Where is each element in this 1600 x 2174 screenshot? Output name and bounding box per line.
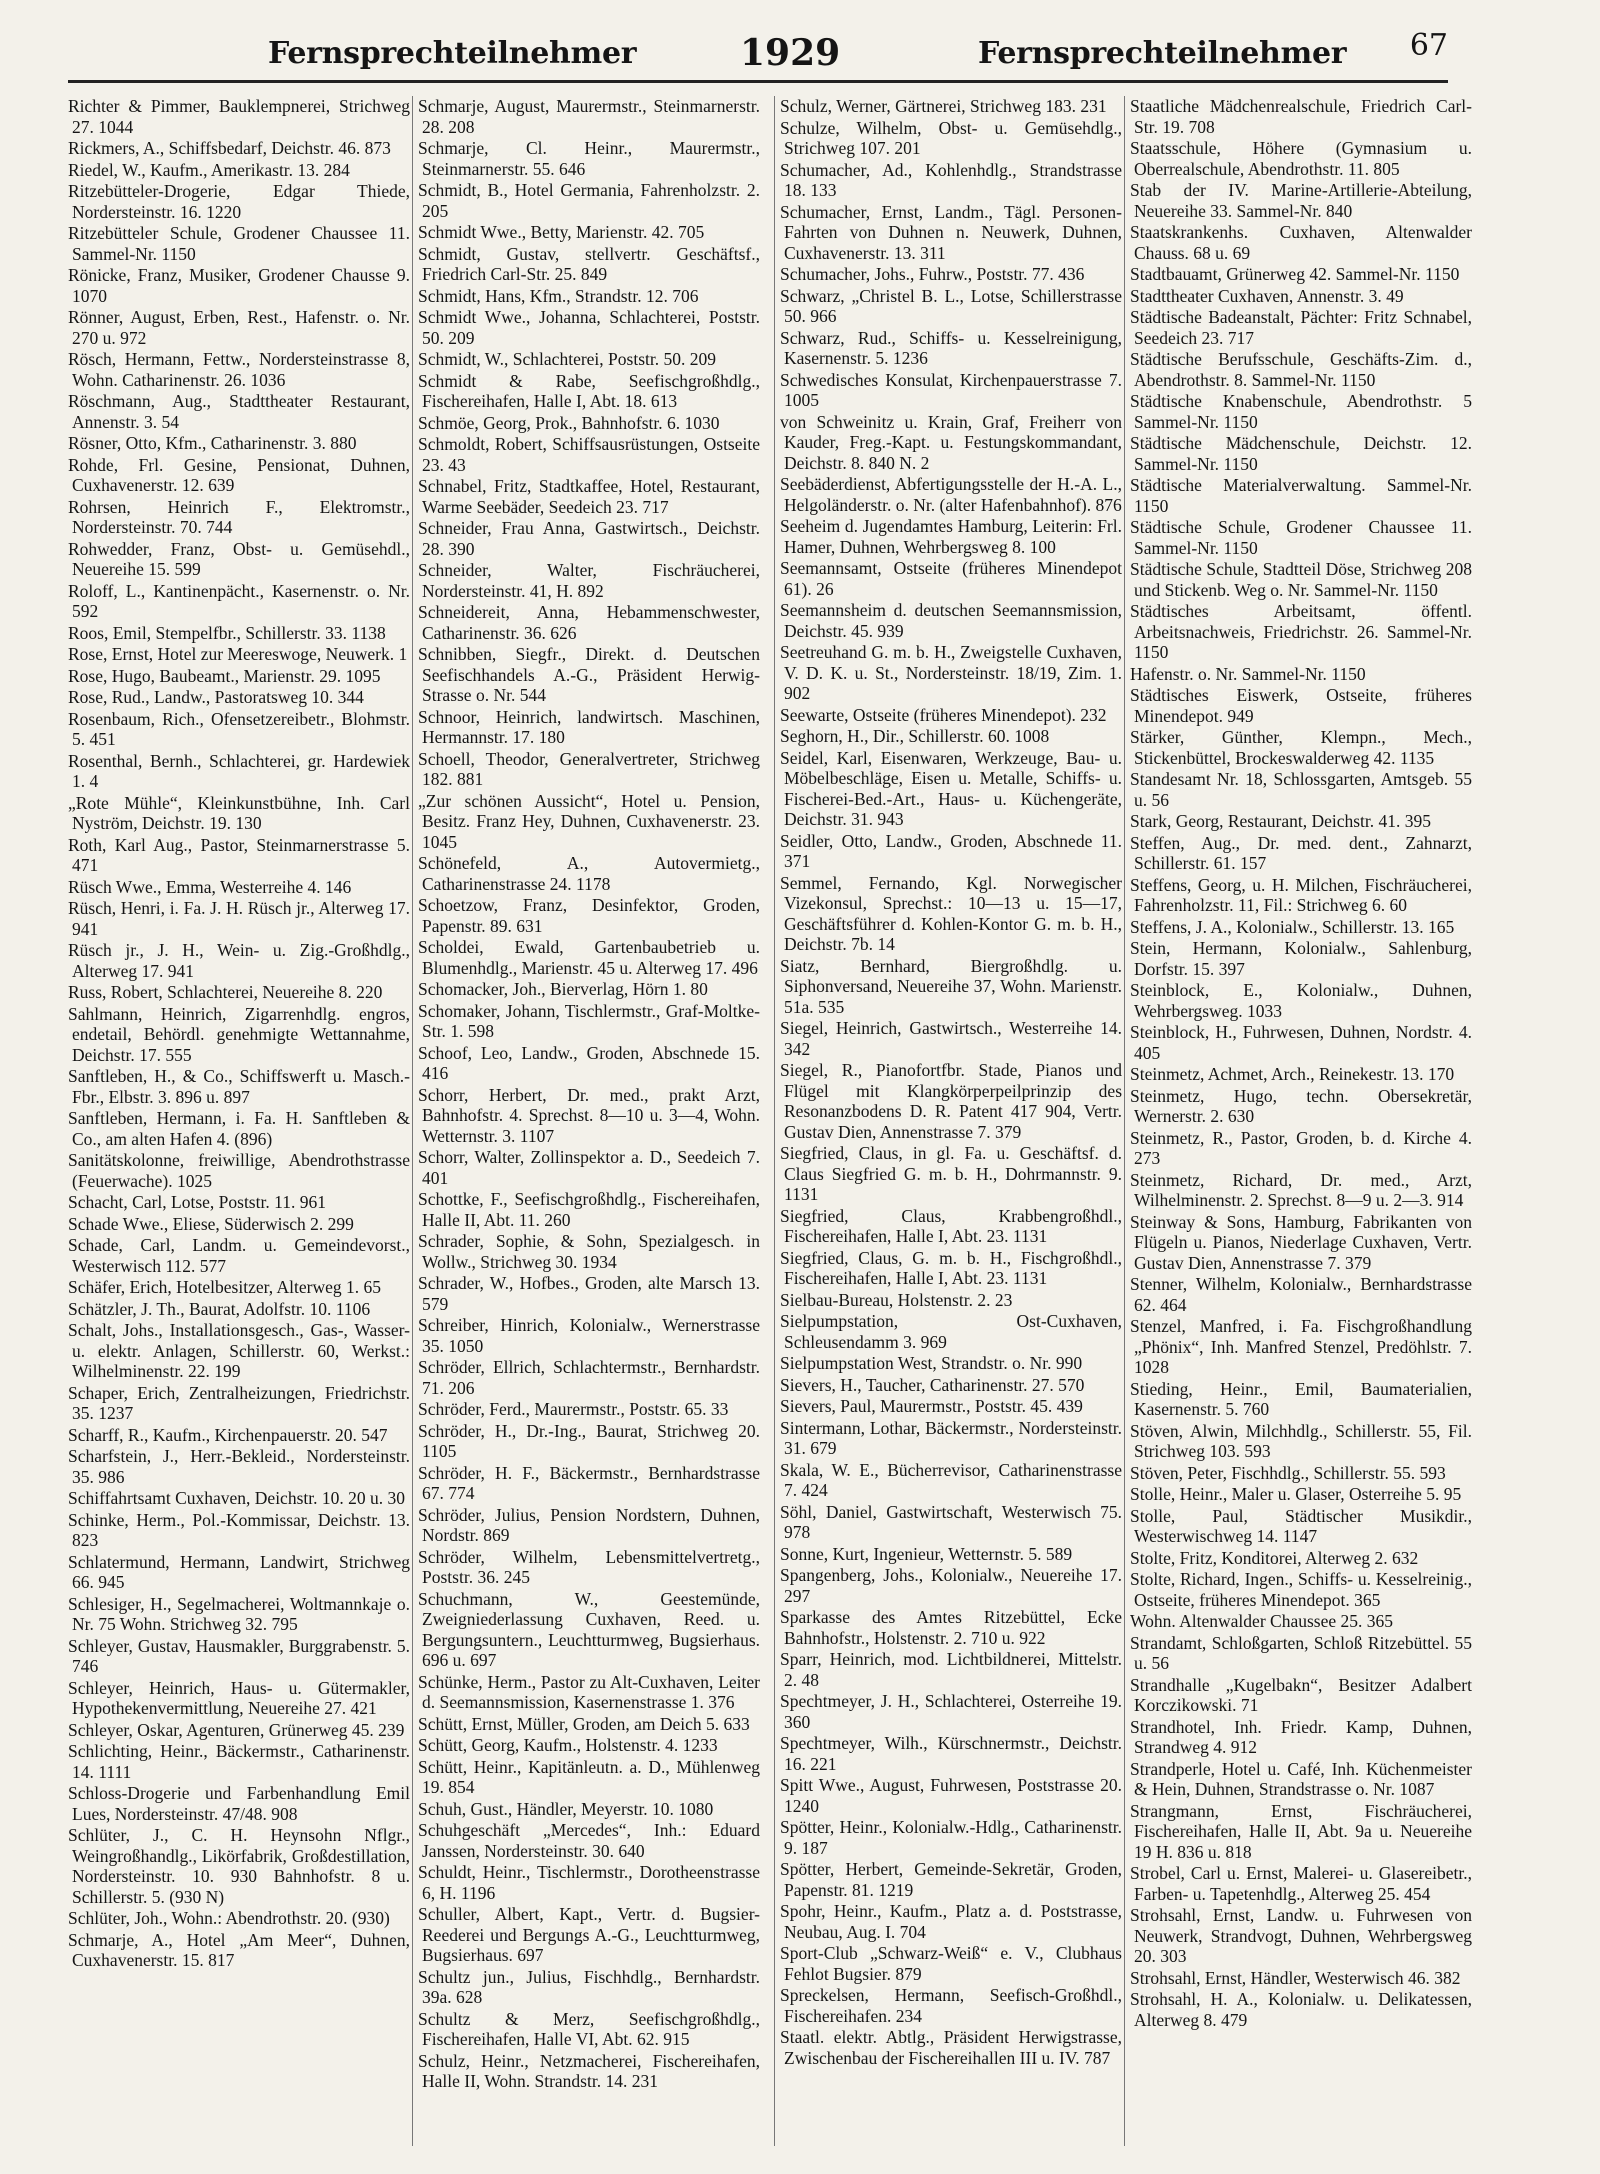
listing-entry: Stolte, Fritz, Konditorei, Alterweg 2. 632	[1130, 1547, 1419, 1568]
listing-entry: Städtische Schule, Stadtteil Döse, Strichweg 208 und Stickenb. Weg o. Nr. Sammel-Nr. 1150	[1130, 559, 1472, 600]
listing-entry: von Schweinitz u. Krain, Graf, Freiherr von Kauder, Freg.-Kapt. u. Festungskommandant, Deichstr. 8. 840 N. 2	[780, 411, 1122, 473]
listing-entry: Schmidt, W., Schlachterei, Poststr. 50. 209	[418, 349, 716, 369]
listing-entry: Rohrsen, Heinrich F., Elektromstr., Nordersteinstr. 70. 744	[68, 496, 410, 537]
listing-entry: Schütt, Georg, Kaufm., Holstenstr. 4. 1233	[418, 1735, 718, 1755]
listing-entry: Siegel, R., Pianofortfbr. Stade, Pianos und Flügel mit Klangkörperpeilprinzip des Resonanzbodens D. R. Patent 417 904, Vertr. Gustav Dien, Annenstrasse 7. 379	[780, 1060, 1122, 1142]
listing-entry: Schnabel, Fritz, Stadtkaffee, Hotel, Restaurant, Warme Seebäder, Seedeich 23. 717	[418, 476, 760, 517]
listing-entry: Sport-Club „Schwarz-Weiß“ e. V., Clubhaus Fehlot Bugsier. 879	[780, 1943, 1122, 1984]
listing-entry: Schuller, Albert, Kapt., Vertr. d. Bugsier-Reederei und Bergungs A.-G., Leuchtturmweg, Bugsierhaus. 697	[418, 1904, 760, 1965]
listing-entry: Schrader, W., Hofbes., Groden, alte Marsch 13. 579	[418, 1273, 760, 1314]
listing-entry: Rosenthal, Bernh., Schlachterei, gr. Hardewiek 1. 4	[68, 750, 410, 791]
listing-entry: Rohde, Frl. Gesine, Pensionat, Duhnen, Cuxhavenerstr. 12. 639	[68, 454, 410, 495]
listing-entry: Rose, Ernst, Hotel zur Meereswoge, Neuwerk. 1	[68, 644, 408, 664]
listing-entry: Stöven, Peter, Fischhdlg., Schillerstr. 55. 593	[1130, 1462, 1446, 1483]
listing-entry: Schlesiger, H., Segelmacherei, Woltmannkaje o. Nr. 75 Wohn. Strichweg 32. 795	[68, 1593, 410, 1634]
listing-entry: Schätzler, J. Th., Baurat, Adolfstr. 10. 1106	[68, 1298, 371, 1319]
column-divider	[412, 96, 413, 2146]
header-left-title: Fernsprechteilnehmer	[268, 36, 637, 71]
listing-entry: Standesamt Nr. 18, Schlossgarten, Amtsgeb. 55 u. 56	[1130, 769, 1472, 810]
column-divider	[774, 96, 775, 2146]
listing-entry: Sievers, Paul, Maurermstr., Poststr. 45. 439	[780, 1396, 1083, 1416]
listing-entry: Steffens, J. A., Kolonialw., Schillerstr. 13. 165	[1130, 916, 1455, 937]
listing-entry: Schomacker, Joh., Bierverlag, Hörn 1. 80	[418, 979, 708, 999]
listing-entry: Sielpumpstation West, Strandstr. o. Nr. 990	[780, 1353, 1083, 1373]
listing-entry: Roos, Emil, Stempelfbr., Schillerstr. 33. 1138	[68, 622, 386, 643]
listing-entry: Sintermann, Lothar, Bäckermstr., Nordersteinstr. 31. 679	[780, 1417, 1122, 1458]
listing-entry: Richter & Pimmer, Bauklempnerei, Strichweg 27. 1044	[68, 96, 410, 137]
listing-entry: Schröder, Ellrich, Schlachtermstr., Bernhardstr. 71. 206	[418, 1357, 760, 1398]
listing-entry: Sanftleben, Hermann, i. Fa. H. Sanftleben & Co., am alten Hafen 4. (896)	[68, 1108, 410, 1149]
listing-entry: Strohsahl, Ernst, Landw. u. Fuhrwesen von Neuwerk, Strandvogt, Duhnen, Wehrbergsweg 20. 303	[1130, 1905, 1472, 1966]
listing-entry: Strandhalle „Kugelbakn“, Besitzer Adalbert Korczikowski. 71	[1130, 1674, 1472, 1715]
listing-entry: Schneider, Frau Anna, Gastwirtsch., Deichstr. 28. 390	[418, 518, 760, 559]
listing-entry: Schacht, Carl, Lotse, Poststr. 11. 961	[68, 1192, 326, 1212]
listing-entry: Seemannsheim d. deutschen Seemannsmission, Deichstr. 45. 939	[780, 600, 1122, 641]
listing-entry: Spechtmeyer, Wilh., Kürschnermstr., Deichstr. 16. 221	[780, 1733, 1122, 1774]
listing-entry: Schorr, Walter, Zollinspektor a. D., Seedeich 7. 401	[418, 1147, 760, 1188]
listing-entry: Stolle, Heinr., Maler u. Glaser, Osterreihe 5. 95	[1130, 1484, 1462, 1504]
listing-entry: Schmidt Wwe., Johanna, Schlachterei, Poststr. 50. 209	[418, 307, 760, 348]
listing-entry: Sparkasse des Amtes Ritzebüttel, Ecke Bahnhofstr., Holstenstr. 2. 710 u. 922	[780, 1607, 1122, 1648]
listing-entry: Schmarje, A., Hotel „Am Meer“, Duhnen, Cuxhavenerstr. 15. 817	[68, 1929, 410, 1970]
listing-entry: Sielbau-Bureau, Holstenstr. 2. 23	[780, 1289, 1013, 1310]
listing-entry: Schröder, H., Dr.-Ing., Baurat, Strichweg 20. 1105	[418, 1420, 760, 1461]
listing-entry: Spötter, Heinr., Kolonialw.-Hdlg., Catharinenstr. 9. 187	[780, 1817, 1122, 1858]
listing-entry: Schleyer, Gustav, Hausmakler, Burggrabenstr. 5. 746	[68, 1635, 410, 1676]
listing-entry: Rose, Rud., Landw., Pastoratsweg 10. 344	[68, 687, 364, 707]
listing-entry: Sanitätskolonne, freiwillige, Abendrothstrasse (Feuerwache). 1025	[68, 1150, 410, 1191]
listing-entry: Schlichting, Heinr., Bäckermstr., Catharinenstr. 14. 1111	[68, 1741, 410, 1782]
listing-entry: Schultz jun., Julius, Fischhdlg., Bernhardstr. 39a. 628	[418, 1966, 760, 2007]
listing-entry: Rüsch Wwe., Emma, Westerreihe 4. 146	[68, 876, 352, 897]
listing-column-1	[68, 96, 410, 2156]
listing-entry: Schröder, H. F., Bäckermstr., Bernhardstrasse 67. 774	[418, 1462, 760, 1503]
listing-entry: Staatskrankenhs. Cuxhaven, Altenwalder Chauss. 68 u. 69	[1130, 222, 1472, 263]
listing-entry: Strandamt, Schloßgarten, Schloß Ritzebüttel. 55 u. 56	[1130, 1632, 1472, 1673]
listing-entry: Russ, Robert, Schlachterei, Neuereihe 8. 220	[68, 982, 383, 1002]
listing-entry: Sanftleben, H., & Co., Schiffswerft u. Masch.-Fbr., Elbstr. 3. 896 u. 897	[68, 1066, 410, 1107]
listing-entry: Ritzebütteler Schule, Grodener Chaussee 11. Sammel-Nr. 1150	[68, 223, 410, 264]
listing-entry: Schade, Carl, Landm. u. Gemeindevorst., Westerwisch 112. 577	[68, 1235, 410, 1276]
listing-entry: Schleyer, Heinrich, Haus- u. Gütermakler, Hypothekenvermittlung, Neuereihe 27. 421	[68, 1677, 410, 1718]
listing-entry: Städtische Berufsschule, Geschäfts-Zim. d., Abendrothstr. 8. Sammel-Nr. 1150	[1130, 349, 1472, 390]
listing-entry: Rönner, August, Erben, Rest., Hafenstr. o. Nr. 270 u. 972	[68, 307, 410, 348]
listing-entry: Städtisches Eiswerk, Ostseite, früheres Minendepot. 949	[1130, 685, 1472, 726]
listing-entry: Schloss-Drogerie und Farbenhandlung Emil Lues, Nordersteinstr. 47/48. 908	[68, 1783, 410, 1824]
column-divider	[1124, 96, 1125, 2146]
listing-entry: Städtische Schule, Grodener Chaussee 11. Sammel-Nr. 1150	[1130, 517, 1472, 558]
listing-entry: Spechtmeyer, J. H., Schlachterei, Osterreihe 19. 360	[780, 1691, 1122, 1732]
listing-entry: Spangenberg, Johs., Kolonialw., Neuereihe 17. 297	[780, 1565, 1122, 1606]
listing-entry: Schmidt, Gustav, stellvertr. Geschäftsf., Friedrich Carl-Str. 25. 849	[418, 243, 760, 284]
listing-entry: Schünke, Herm., Pastor zu Alt-Cuxhaven, Leiter d. Seemannsmission, Kasernenstrasse 1. 376	[418, 1671, 760, 1712]
listing-entry: Skala, W. E., Bücherrevisor, Catharinenstrasse 7. 424	[780, 1459, 1122, 1500]
listing-entry: Sonne, Kurt, Ingenieur, Wetternstr. 5. 589	[780, 1543, 1073, 1564]
listing-entry: Schumacher, Ernst, Landm., Tägl. Personen-Fahrten von Duhnen n. Neuwerk, Duhnen, Cuxhavenerstr. 13. 311	[780, 201, 1122, 263]
listing-entry: Schoell, Theodor, Generalvertreter, Strichweg 182. 881	[418, 748, 760, 789]
listing-entry: Schmidt, Hans, Kfm., Strandstr. 12. 706	[418, 285, 699, 306]
listing-entry: Seetreuhand G. m. b. H., Zweigstelle Cuxhaven, V. D. K. u. St., Nordersteinstr. 18/19, Zim. 1. 902	[780, 642, 1122, 703]
listing-entry: Schuhgeschäft „Mercedes“, Inh.: Eduard Janssen, Nordersteinstr. 30. 640	[418, 1820, 760, 1861]
listing-column-3	[780, 96, 1122, 2156]
listing-entry: Staatsschule, Höhere (Gymnasium u. Oberrealschule, Abendrothstr. 11. 805	[1130, 138, 1472, 179]
listing-entry: Hafenstr. o. Nr. Sammel-Nr. 1150	[1130, 663, 1366, 684]
listing-entry: Stein, Hermann, Kolonialw., Sahlenburg, Dorfstr. 15. 397	[1130, 938, 1472, 979]
listing-entry: Rosenbaum, Rich., Ofensetzereibetr., Blohmstr. 5. 451	[68, 708, 410, 749]
listing-entry: Schäfer, Erich, Hotelbesitzer, Alterweg 1. 65	[68, 1277, 382, 1297]
listing-entry: Steinmetz, Achmet, Arch., Reinekestr. 13. 170	[1130, 1064, 1455, 1084]
listing-entry: Schröder, Wilhelm, Lebensmittelvertretg., Poststr. 36. 245	[418, 1546, 760, 1587]
listing-entry: Strandperle, Hotel u. Café, Inh. Küchenmeister & Hein, Duhnen, Strandstrasse o. Nr. 1087	[1130, 1758, 1472, 1799]
listing-entry: Siegel, Heinrich, Gastwirtsch., Westerreihe 14. 342	[780, 1018, 1122, 1059]
listing-entry: Strohsahl, Ernst, Händler, Westerwisch 46. 382	[1130, 1967, 1461, 1988]
listing-entry: Schumacher, Ad., Kohlenhdlg., Strandstrasse 18. 133	[780, 159, 1122, 200]
listing-entry: Schrader, Sophie, & Sohn, Spezialgesch. in Wollw., Strichweg 30. 1934	[418, 1231, 760, 1272]
listing-entry: Siegfried, Claus, in gl. Fa. u. Geschäftsf. d. Claus Siegfried G. m. b. H., Dohrmannstr. 9. 1131	[780, 1143, 1122, 1204]
listing-entry: Siatz, Bernhard, Biergroßhdlg. u. Siphonversand, Neuereihe 37, Wohn. Marienstr. 51a. 535	[780, 955, 1122, 1017]
listing-entry: Schwarz, „Christel B. L., Lotse, Schillerstrasse 50. 966	[780, 285, 1122, 326]
listing-entry: Rösner, Otto, Kfm., Catharinenstr. 3. 880	[68, 433, 357, 453]
listing-entry: Schütt, Heinr., Kapitänleutn. a. D., Mühlenweg 19. 854	[418, 1756, 760, 1797]
listing-entry: Söhl, Daniel, Gastwirtschaft, Westerwisch 75. 978	[780, 1501, 1122, 1542]
listing-entry: Sahlmann, Heinrich, Zigarrenhdlg. engros, endetail, Behördl. genehmigte Wettannahme, Deichstr. 17. 555	[68, 1003, 410, 1065]
listing-entry: Schmöe, Georg, Prok., Bahnhofstr. 6. 1030	[418, 412, 720, 433]
listing-entry: Städtische Knabenschule, Abendrothstr. 5 Sammel-Nr. 1150	[1130, 391, 1472, 432]
listing-entry: Steffens, Georg, u. H. Milchen, Fischräucherei, Fahrenholzstr. 11, Fil.: Strichweg 6. 60	[1130, 874, 1472, 915]
listing-entry: Steinmetz, Richard, Dr. med., Arzt, Wilhelminenstr. 2. Sprechst. 8—9 u. 2—3. 914	[1130, 1169, 1472, 1210]
listing-entry: Schnoor, Heinrich, landwirtsch. Maschinen, Hermannstr. 17. 180	[418, 706, 760, 747]
listing-entry: Seidler, Otto, Landw., Groden, Abschnede 11. 371	[780, 830, 1122, 871]
listing-entry: Schneidereit, Anna, Hebammenschwester, Catharinenstr. 36. 626	[418, 602, 760, 643]
listing-entry: Schmidt, B., Hotel Germania, Fahrenholzstr. 2. 205	[418, 180, 760, 221]
listing-entry: Spitt Wwe., August, Fuhrwesen, Poststrasse 20. 1240	[780, 1775, 1122, 1816]
listing-entry: Schiffahrtsamt Cuxhaven, Deichstr. 10. 20 u. 30	[68, 1488, 405, 1508]
listing-entry: Scharff, R., Kaufm., Kirchenpauerstr. 20. 547	[68, 1424, 388, 1445]
listing-entry: Strobel, Carl u. Ernst, Malerei- u. Glasereibetr., Farben- u. Tapetenhdlg., Alterweg 25. 454	[1130, 1863, 1472, 1904]
listing-entry: Schwedisches Konsulat, Kirchenpauerstrasse 7. 1005	[780, 369, 1122, 410]
listing-entry: Strandhotel, Inh. Friedr. Kamp, Duhnen, Strandweg 4. 912	[1130, 1716, 1472, 1757]
listing-entry: Staatl. elektr. Abtlg., Präsident Herwigstrasse, Zwischenbau der Fischereihallen III u. IV. 787	[780, 2027, 1122, 2068]
listing-entry: Stab der IV. Marine-Artillerie-Abteilung, Neuereihe 33. Sammel-Nr. 840	[1130, 180, 1472, 221]
listing-entry: Schleyer, Oskar, Agenturen, Grünerweg 45. 239	[68, 1719, 405, 1740]
listing-entry: Schmarje, Cl. Heinr., Maurermstr., Steinmarnerstr. 55. 646	[418, 138, 760, 179]
listing-entry: Steinblock, E., Kolonialw., Duhnen, Wehrbergsweg. 1033	[1130, 980, 1472, 1021]
listing-entry: Stark, Georg, Restaurant, Deichstr. 41. 395	[1130, 811, 1432, 831]
listing-entry: Schinke, Herm., Pol.-Kommissar, Deichstr. 13. 823	[68, 1509, 410, 1550]
listing-entry: Stenzel, Manfred, i. Fa. Fischgroßhandlung „Phönix“, Inh. Manfred Stenzel, Predöhlstr. 7. 1028	[1130, 1316, 1472, 1377]
listing-entry: Seemannsamt, Ostseite (früheres Minendepot 61). 26	[780, 558, 1122, 599]
listing-entry: Rose, Hugo, Baubeamt., Marienstr. 29. 1095	[68, 665, 381, 686]
listing-entry: Schulz, Werner, Gärtnerei, Strichweg 183. 231	[780, 96, 1107, 116]
listing-entry: Semmel, Fernando, Kgl. Norwegischer Vizekonsul, Sprechst.: 10—13 u. 15—17, Geschäftsführer d. Kohlen-Kontor G. m. b. H., Deichstr. 7b. 14	[780, 872, 1122, 954]
listing-entry: Riedel, W., Kaufm., Amerikastr. 13. 284	[68, 159, 350, 180]
listing-entry: Städtische Badeanstalt, Pächter: Fritz Schnabel, Seedeich 23. 717	[1130, 307, 1472, 348]
page-number: 67	[1409, 28, 1448, 63]
listing-entry: Schade Wwe., Eliese, Süderwisch 2. 299	[68, 1213, 354, 1234]
listing-entry: Schmarje, August, Maurermstr., Steinmarnerstr. 28. 208	[418, 96, 760, 137]
listing-entry: „Rote Mühle“, Kleinkunstbühne, Inh. Carl Nyström, Deichstr. 19. 130	[68, 792, 410, 833]
listing-entry: Stieding, Heinr., Emil, Baumaterialien, Kasernenstr. 5. 760	[1130, 1378, 1472, 1419]
listing-entry: Rüsch, Henri, i. Fa. J. H. Rüsch jr., Alterweg 17. 941	[68, 898, 410, 939]
listing-entry: Siegfried, Claus, G. m. b. H., Fischgroßhdl., Fischereihafen, Halle I, Abt. 23. 1131	[780, 1247, 1122, 1288]
listing-entry: Schröder, Ferd., Maurermstr., Poststr. 65. 33	[418, 1399, 729, 1419]
listing-entry: Stolle, Paul, Städtischer Musikdir., Westerwischweg 14. 1147	[1130, 1505, 1472, 1546]
listing-entry: Sparr, Heinrich, mod. Lichtbildnerei, Mittelstr. 2. 48	[780, 1649, 1122, 1690]
listing-entry: Städtische Materialverwaltung. Sammel-Nr. 1150	[1130, 475, 1472, 516]
listing-entry: Schomaker, Johann, Tischlermstr., Graf-Moltke-Str. 1. 598	[418, 1000, 760, 1041]
listing-entry: Stenner, Wilhelm, Kolonialw., Bernhardstrasse 62. 464	[1130, 1274, 1472, 1315]
listing-entry: Schröder, Julius, Pension Nordstern, Duhnen, Nordstr. 869	[418, 1504, 760, 1545]
listing-entry: Scharfstein, J., Herr.-Bekleid., Nordersteinstr. 35. 986	[68, 1446, 410, 1487]
listing-entry: „Zur schönen Aussicht“, Hotel u. Pension, Besitz. Franz Hey, Duhnen, Cuxhavenerstr. 23. 1045	[418, 790, 760, 852]
listing-entry: Städtische Mädchenschule, Deichstr. 12. Sammel-Nr. 1150	[1130, 433, 1472, 474]
listing-entry: Ritzebütteler-Drogerie, Edgar Thiede, Nordersteinstr. 16. 1220	[68, 181, 410, 222]
listing-entry: Rohwedder, Franz, Obst- u. Gemüsehdl., Neuereihe 15. 599	[68, 538, 410, 579]
listing-entry: Schlüter, Joh., Wohn.: Abendrothstr. 20. (930)	[68, 1908, 390, 1928]
listing-entry: Schoof, Leo, Landw., Groden, Abschnede 15. 416	[418, 1042, 760, 1083]
listing-entry: Seebäderdienst, Abfertigungsstelle der H.-A. L., Helgoländerstr. o. Nr. (alter Hafenbahnhof). 876	[780, 474, 1122, 515]
listing-entry: Städtisches Arbeitsamt, öffentl. Arbeitsnachweis, Friedrichstr. 26. Sammel-Nr. 1150	[1130, 601, 1472, 662]
listing-entry: Wohn. Altenwalder Chaussee 25. 365	[1130, 1611, 1393, 1631]
listing-entry: Steinmetz, R., Pastor, Groden, b. d. Kirche 4. 273	[1130, 1127, 1472, 1168]
page-header	[68, 28, 1448, 76]
listing-entry: Schulze, Wilhelm, Obst- u. Gemüsehdlg., Strichweg 107. 201	[780, 117, 1122, 158]
listing-entry: Schlatermund, Hermann, Landwirt, Strichweg 66. 945	[68, 1551, 410, 1592]
listing-entry: Schneider, Walter, Fischräucherei, Nordersteinstr. 41, H. 892	[418, 560, 760, 601]
listing-entry: Steinblock, H., Fuhrwesen, Duhnen, Nordstr. 4. 405	[1130, 1022, 1472, 1063]
listing-entry: Schumacher, Johs., Fuhrw., Poststr. 77. 436	[780, 264, 1085, 284]
header-rule	[68, 80, 1448, 83]
header-right-title: Fernsprechteilnehmer	[978, 36, 1347, 71]
listing-entry: Rösch, Hermann, Fettw., Nordersteinstrasse 8, Wohn. Catharinenstr. 26. 1036	[68, 349, 410, 390]
listing-entry: Schuldt, Heinr., Tischlermstr., Dorotheenstrasse 6, H. 1196	[418, 1862, 760, 1903]
listing-entry: Schuh, Gust., Händler, Meyerstr. 10. 1080	[418, 1798, 714, 1819]
listing-entry: Sievers, H., Taucher, Catharinenstr. 27. 570	[780, 1374, 1085, 1395]
listing-entry: Stärker, Günther, Klempn., Mech., Stickenbüttel, Brockeswalderweg 42. 1135	[1130, 727, 1472, 768]
listing-entry: Strangmann, Ernst, Fischräucherei, Fischereihafen, Halle II, Abt. 9a u. Neuereihe 19 H. 836 u. 818	[1130, 1800, 1472, 1862]
listing-entry: Seghorn, H., Dir., Schillerstr. 60. 1008	[780, 726, 1050, 746]
listing-entry: Sielpumpstation, Ost-Cuxhaven, Schleusendamm 3. 969	[780, 1311, 1122, 1352]
listing-entry: Schönefeld, A., Autovermietg., Catharinenstrasse 24. 1178	[418, 853, 760, 894]
listing-entry: Rönicke, Franz, Musiker, Grodener Chausse 9. 1070	[68, 265, 410, 306]
header-year: 1929	[740, 32, 841, 74]
listing-entry: Rickmers, A., Schiffsbedarf, Deichstr. 46. 873	[68, 138, 391, 158]
listing-entry: Strohsahl, H. A., Kolonialw. u. Delikatessen, Alterweg 8. 479	[1130, 1989, 1472, 2030]
listing-entry: Schoetzow, Franz, Desinfektor, Groden, Papenstr. 89. 631	[418, 895, 760, 936]
listing-entry: Stöven, Alwin, Milchhdlg., Schillerstr. 55, Fil. Strichweg 103. 593	[1130, 1420, 1472, 1461]
listing-entry: Spohr, Heinr., Kaufm., Platz a. d. Poststrasse, Neubau, Aug. I. 704	[780, 1901, 1122, 1942]
listing-entry: Staatliche Mädchenrealschule, Friedrich Carl-Str. 19. 708	[1130, 96, 1472, 137]
listing-entry: Steffen, Aug., Dr. med. dent., Zahnarzt, Schillerstr. 61. 157	[1130, 832, 1472, 873]
listing-entry: Stadtbauamt, Grünerweg 42. Sammel-Nr. 1150	[1130, 264, 1460, 284]
listing-entry: Roth, Karl Aug., Pastor, Steinmarnerstrasse 5. 471	[68, 834, 410, 875]
listing-entry: Seewarte, Ostseite (früheres Minendepot). 232	[780, 704, 1107, 725]
listing-entry: Schmidt & Rabe, Seefischgroßhdlg., Fischereihafen, Halle I, Abt. 18. 613	[418, 370, 760, 411]
listing-entry: Schaper, Erich, Zentralheizungen, Friedrichstr. 35. 1237	[68, 1382, 410, 1423]
listing-entry: Schreiber, Hinrich, Kolonialw., Wernerstrasse 35. 1050	[418, 1315, 760, 1356]
listing-entry: Steinway & Sons, Hamburg, Fabrikanten von Flügeln u. Pianos, Niederlage Cuxhaven, Vertr. Gustav Dien, Annenstrasse 7. 379	[1130, 1211, 1472, 1273]
listing-entry: Stadttheater Cuxhaven, Annenstr. 3. 49	[1130, 285, 1404, 306]
listing-entry: Schwarz, Rud., Schiffs- u. Kesselreinigung, Kasernenstr. 5. 1236	[780, 327, 1122, 368]
listing-entry: Schulz, Heinr., Netzmacherei, Fischereihafen, Halle II, Wohn. Strandstr. 14. 231	[418, 2050, 760, 2091]
listing-entry: Schlüter, J., C. H. Heynsohn Nflgr., Weingroßhandlg., Likörfabrik, Großdestillation, Nordersteinstr. 10. 930 Bahnhofstr. 8 u. Schillerstr. 5. (930 N)	[68, 1825, 410, 1907]
listing-entry: Schultz & Merz, Seefischgroßhdlg., Fischereihafen, Halle VI, Abt. 62. 915	[418, 2008, 760, 2049]
listing-entry: Stolte, Richard, Ingen., Schiffs- u. Kesselreinig., Ostseite, früheres Minendepot. 365	[1130, 1569, 1472, 1610]
listing-entry: Seeheim d. Jugendamtes Hamburg, Leiterin: Frl. Hamer, Duhnen, Wehrbergsweg 8. 100	[780, 516, 1122, 557]
listing-column-2	[418, 96, 760, 2156]
listing-entry: Schuchmann, W., Geestemünde, Zweigniederlassung Cuxhaven, Reed. u. Bergungsuntern., Leuchtturmweg, Bugsierhaus. 696 u. 697	[418, 1588, 760, 1670]
listing-entry: Steinmetz, Hugo, techn. Obersekretär, Wernerstr. 2. 630	[1130, 1085, 1472, 1126]
listing-entry: Schmidt Wwe., Betty, Marienstr. 42. 705	[418, 222, 705, 242]
listing-entry: Spötter, Herbert, Gemeinde-Sekretär, Groden, Papenstr. 81. 1219	[780, 1859, 1122, 1900]
listing-column-4	[1130, 96, 1472, 2156]
listing-entry: Scholdei, Ewald, Gartenbaubetrieb u. Blumenhdlg., Marienstr. 45 u. Alterweg 17. 496	[418, 937, 760, 978]
listing-entry: Schalt, Johs., Installationsgesch., Gas-, Wasser- u. elektr. Anlagen, Schillerstr. 60, Werkst.: Wilhelminenstr. 22. 199	[68, 1320, 410, 1381]
listing-entry: Schnibben, Siegfr., Direkt. d. Deutschen Seefischhandels A.-G., Präsident Herwig-Strasse o. Nr. 544	[418, 644, 760, 705]
listing-entry: Siegfried, Claus, Krabbengroßhdl., Fischereihafen, Halle I, Abt. 23. 1131	[780, 1205, 1122, 1246]
listing-entry: Schmoldt, Robert, Schiffsausrüstungen, Ostseite 23. 43	[418, 434, 760, 475]
listing-entry: Schottke, F., Seefischgroßhdlg., Fischereihafen, Halle II, Abt. 11. 260	[418, 1189, 760, 1230]
listing-entry: Seidel, Karl, Eisenwaren, Werkzeuge, Bau- u. Möbelbeschläge, Eisen u. Metalle, Schiffs- u. Fischerei-Bed.-Art., Haus- u. Küchengeräte, Deichstr. 31. 943	[780, 747, 1122, 829]
listing-entry: Röschmann, Aug., Stadttheater Restaurant, Annenstr. 3. 54	[68, 391, 410, 432]
listing-entry: Spreckelsen, Hermann, Seefisch-Großhdl., Fischereihafen. 234	[780, 1985, 1122, 2026]
listing-entry: Rüsch jr., J. H., Wein- u. Zig.-Großhdlg., Alterweg 17. 941	[68, 940, 410, 981]
listing-entry: Schorr, Herbert, Dr. med., prakt Arzt, Bahnhofstr. 4. Sprechst. 8—10 u. 3—4, Wohn. Wetternstr. 3. 1107	[418, 1084, 760, 1146]
listing-entry: Roloff, L., Kantinenpächt., Kasernenstr. o. Nr. 592	[68, 580, 410, 621]
listing-entry: Schütt, Ernst, Müller, Groden, am Deich 5. 633	[418, 1713, 750, 1734]
